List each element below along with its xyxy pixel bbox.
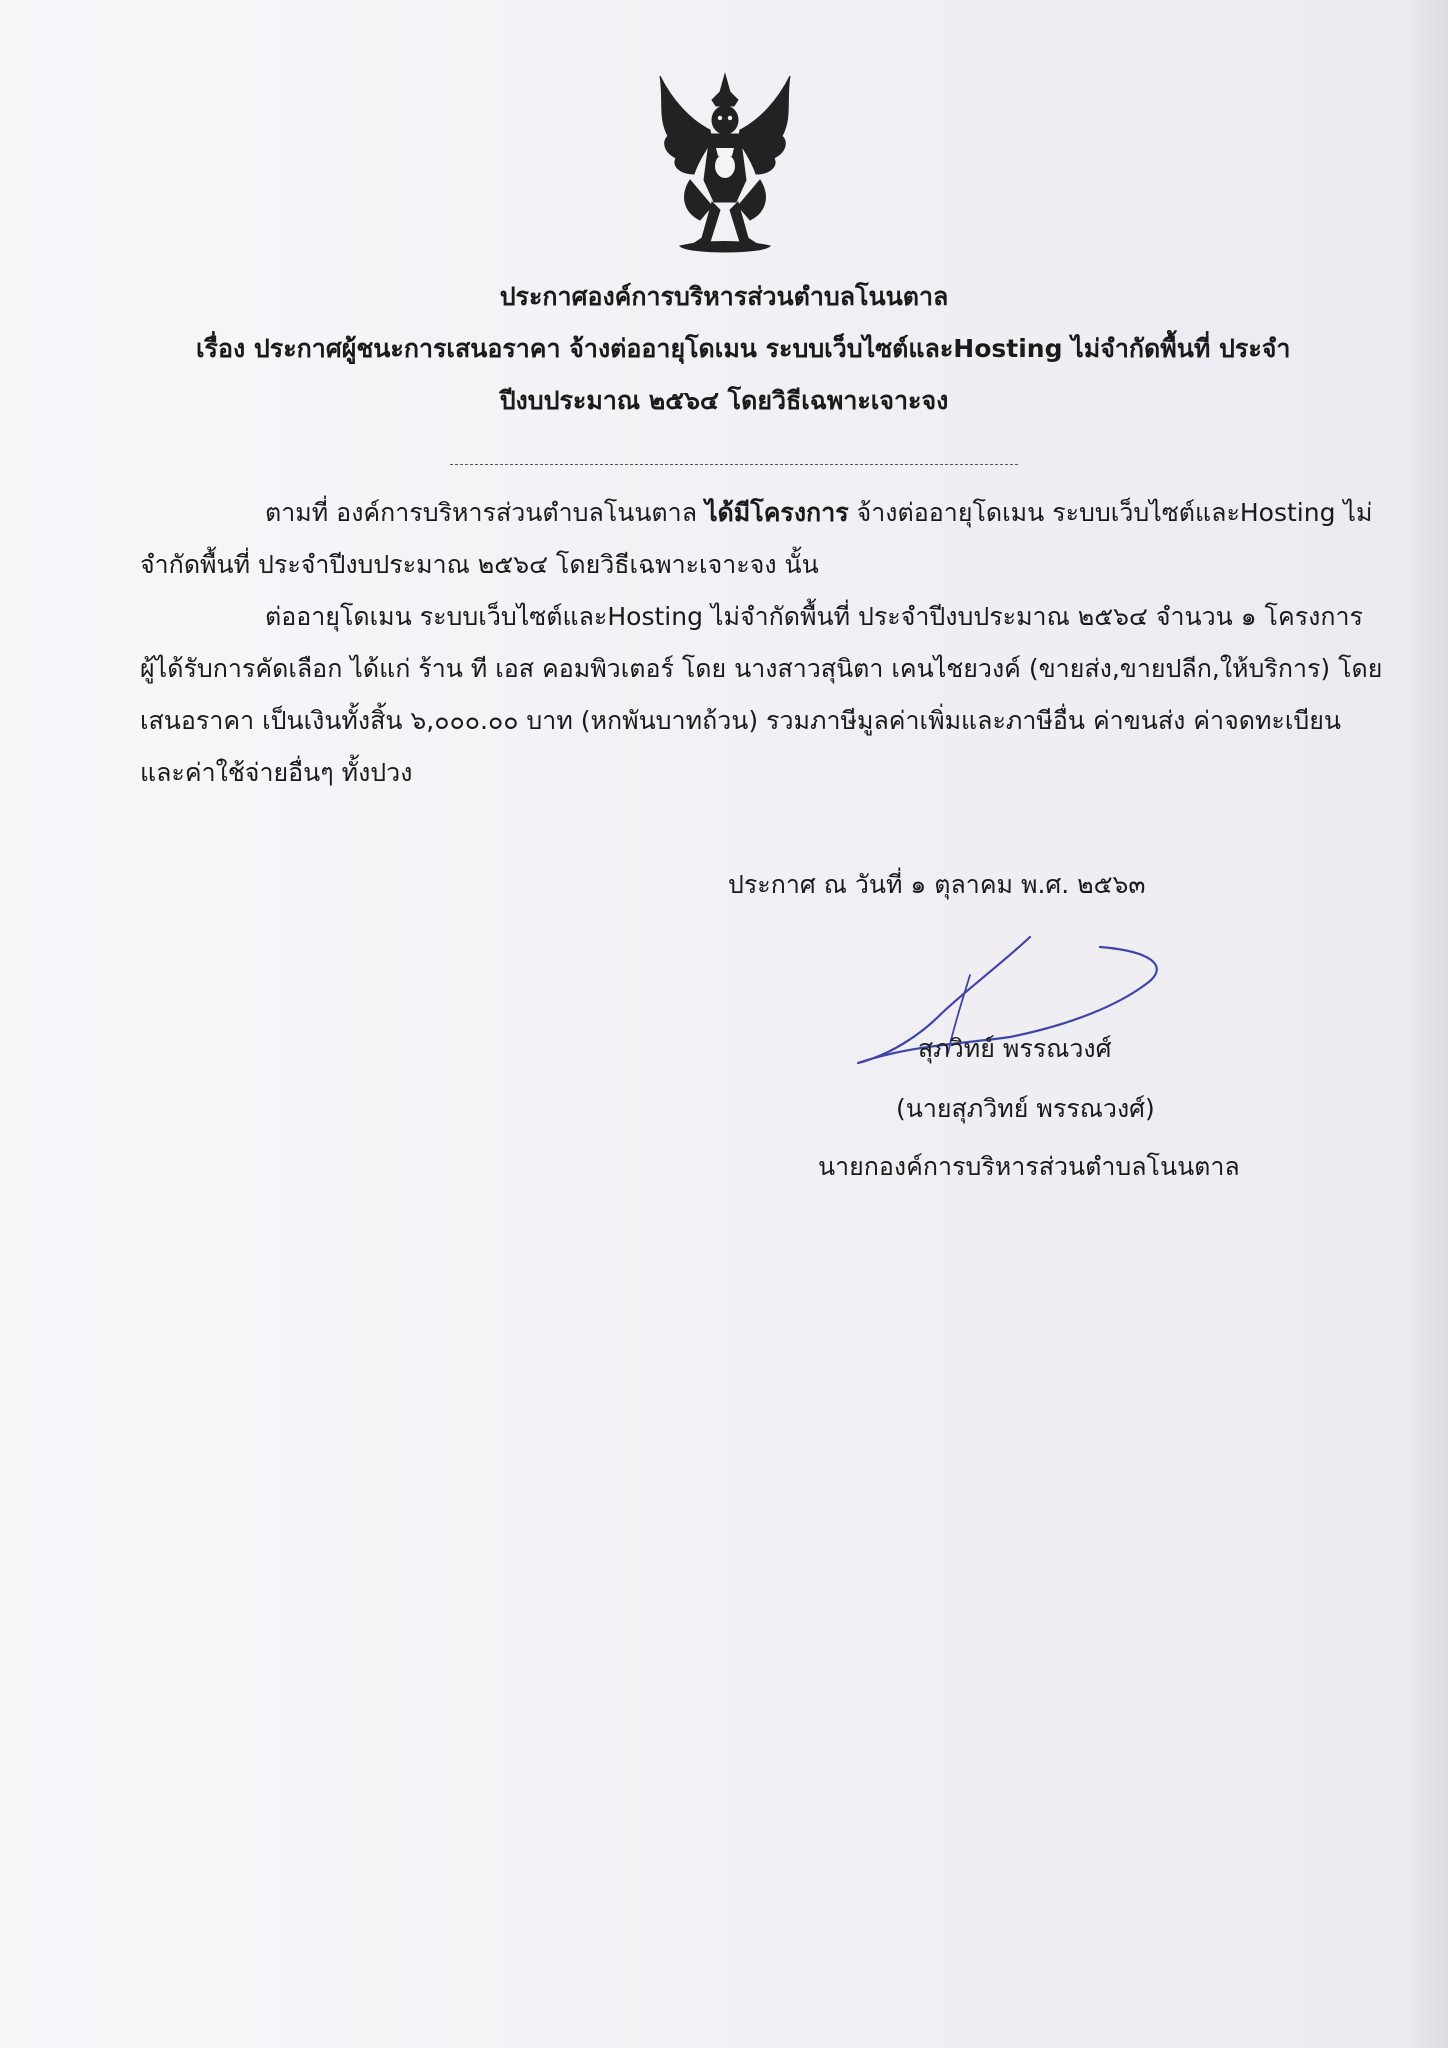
- p1-intro: ตามที่ องค์การบริหารส่วนตำบลโนนตาล: [265, 498, 698, 527]
- title-divider: [450, 464, 1018, 465]
- paragraph-2-line-1: ต่ออายุโดเมน ระบบเว็บไซต์และHosting ไม่จำกัดพื้นที่ ประจำปีงบประมาณ ๒๕๖๔ จำนวน ๑ โครงการ: [265, 602, 1363, 631]
- signatory-position: นายกองค์การบริหารส่วนตำบลโนนตาล: [818, 1152, 1240, 1181]
- garuda-emblem: [650, 70, 800, 260]
- announcement-date: ประกาศ ณ วันที่ ๑ ตุลาคม พ.ศ. ๒๕๖๓: [728, 870, 1146, 899]
- subject-text-1: ประกาศผู้ชนะการเสนอราคา จ้างต่ออายุโดเมน ระบบเว็บไซต์และHosting ไม่จำกัดพื้นที่ ประจำ: [253, 334, 1291, 363]
- p1-project-bold: ได้มีโครงการ: [704, 498, 849, 527]
- paragraph-1-line-1: [265, 496, 1372, 530]
- paragraph-2-line-2: ผู้ได้รับการคัดเลือก ได้แก่ ร้าน ที เอส คอมพิวเตอร์ โดย นางสาวสุนิตา เคนไชยวงค์ (ขายส่ง,ขายปลีก,ให้บริการ) โดย: [140, 654, 1383, 683]
- p1-project-desc: จ้างต่ออายุโดเมน ระบบเว็บไซต์และHosting ไม่: [856, 498, 1373, 527]
- paragraph-2-line-3: เสนอราคา เป็นเงินทั้งสิ้น ๖,๐๐๐.๐๐ บาท (หกพันบาทถ้วน) รวมภาษีมูลค่าเพิ่มและภาษีอื่น ค่าขนส่ง ค่าจดทะเบียน: [140, 706, 1342, 735]
- subject-line-1: [196, 332, 1290, 366]
- subject-label: เรื่อง: [196, 334, 246, 363]
- paragraph-2-line-4: และค่าใช้จ่ายอื่นๆ ทั้งปวง: [140, 758, 413, 787]
- announcement-title: ประกาศองค์การบริหารส่วนตำบลโนนตาล: [499, 282, 949, 311]
- paragraph-1-line-2: จำกัดพื้นที่ ประจำปีงบประมาณ ๒๕๖๔ โดยวิธีเฉพาะเจาะจง นั้น: [140, 550, 819, 579]
- signatory-name-parenthetical: (นายสุภวิทย์ พรรณวงศ์): [896, 1094, 1155, 1123]
- subject-line-2: ปีงบประมาณ ๒๕๖๔ โดยวิธีเฉพาะเจาะจง: [499, 386, 949, 415]
- signatory-name: สุภวิทย์ พรรณวงศ์: [918, 1034, 1112, 1063]
